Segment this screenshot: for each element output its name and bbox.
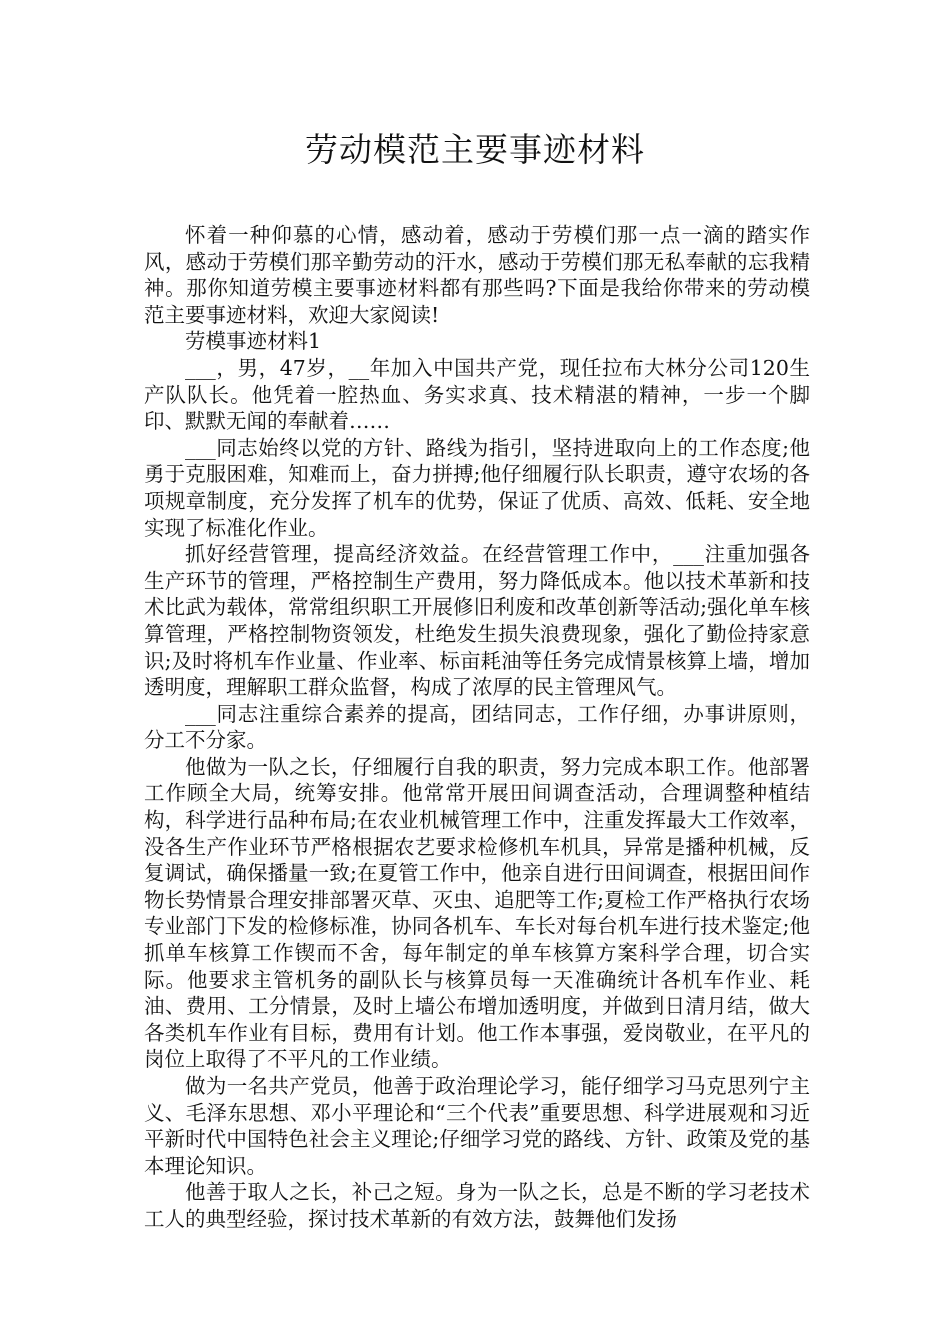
paragraph-profile: ___，男，47岁，__年加入中国共产党，现任拉布大林分公司120生产队队长。他凭着一腔热血、务实求真、技术精湛的精神，一步一个脚印、默默无闻的奉献着…… <box>144 355 810 434</box>
document-title: 劳动模范主要事迹材料 <box>305 130 645 169</box>
paragraph-work-attitude: ___同志始终以党的方针、路线为指引，坚持进取向上的工作态度;他勇于克服困难，知难而上，奋力拼搏;他仔细履行队长职责，遵守农场的各项规章制度，充分发挥了机车的优势，保证了优质、高效、低耗、安全地实现了标准化作业。 <box>144 435 810 540</box>
paragraph-party-member: 做为一名共产党员，他善于政治理论学习，能仔细学习马克思列宁主义、毛泽东思想、邓小平理论和“三个代表”重要思想、科学进展观和习近平新时代中国特色社会主义理论;仔细学习党的路线、方针、政策及党的基本理论知识。 <box>144 1074 810 1178</box>
document-body <box>144 222 810 1233</box>
paragraph-leadership: 他做为一队之长，仔细履行自我的职责，努力完成本职工作。他部署工作顾全大局，统筹安排。他常常开展田间调查活动，合理调整种植结构，科学进行品种布局;在农业机械管理工作中，注重发挥最大工作效率，没各生产作业环节严格根据农艺要求检修机车机具，异常是播种机械，反复调试，确保播量一致;在夏管工作中，他亲自进行田间调查，根据田间作物长势情景合理安排部署灭草、灭虫、追肥等工作;夏检工作严格执行农场专业部门下发的检修标准，协同各机车、车长对每台机车进行技术鉴定;他抓单车核算工作锲而不舍，每年制定的单车核算方案科学合理，切合实际。他要求主管机务的副队长与核算员每一天准确统计各机车作业、耗油、费用、工分情景，及时上墙公布增加透明度，并做到日清月结，做大各类机车作业有目标，费用有计划。他工作本事强，爱岗敬业，在平凡的岗位上取得了不平凡的工作业绩。 <box>144 754 810 1072</box>
paragraph-section-heading: 劳模事迹材料1 <box>185 329 322 354</box>
paragraph-intro: 怀着一种仰慕的心情，感动着，感动于劳模们那一点一滴的踏实作风，感动于劳模们那辛勤劳动的汗水，感动于劳模们那无私奉献的忘我精神。那你知道劳模主要事迹材料都有那些吗?下面是我给你带来的劳动模范主要事迹材料，欢迎大家阅读! <box>144 223 810 327</box>
paragraph-management: 抓好经营管理，提高经济效益。在经营管理工作中，___注重加强各生产环节的管理，严格控制生产费用，努力降低成本。他以技术革新和技术比武为载体，常常组织职工开展修旧利废和改革创新等活动;强化单车核算管理，严格控制物资领发，杜绝发生损失浪费现象，强化了勤俭持家意识;及时将机车作业量、作业率、标亩耗油等任务完成情景核算上墙，增加透明度，理解职工群众监督，构成了浓厚的民主管理风气。 <box>144 542 810 700</box>
paragraph-quality: ___同志注重综合素养的提高，团结同志，工作仔细，办事讲原则，分工不分家。 <box>144 701 810 753</box>
paragraph-learning: 他善于取人之长，补己之短。身为一队之长，总是不断的学习老技术工人的典型经验，探讨技术革新的有效方法，鼓舞他们发扬 <box>144 1180 810 1231</box>
